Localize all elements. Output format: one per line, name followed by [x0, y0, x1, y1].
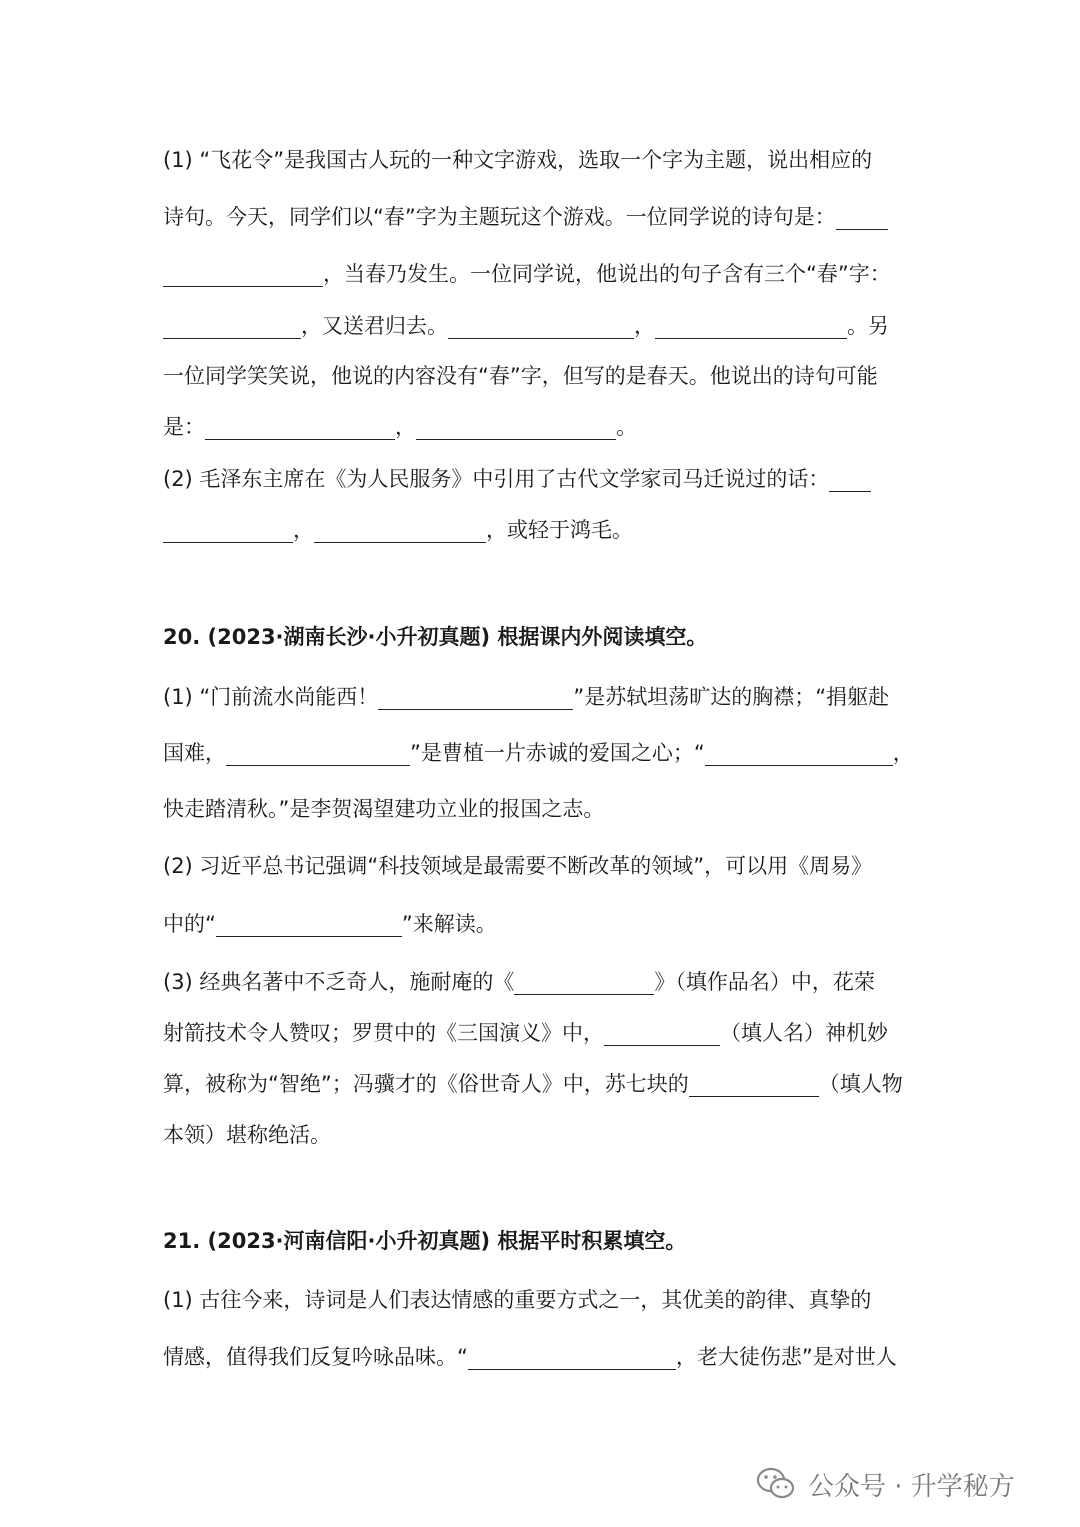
q20-line-5: 中的“ ”来解读。	[163, 912, 497, 936]
watermark-text: 公众号 · 升学秘方	[808, 1471, 1015, 1502]
q20-line-1: (1) “门前流水尚能西！ ”是苏轼坦荡旷达的胸襟；“捐躯赴	[163, 685, 890, 709]
answer-blank[interactable]	[705, 739, 893, 766]
q19-line-3: ，当春乃发生。一位同学说，他说出的句子含有三个“春”字：	[163, 254, 920, 294]
answer-blank[interactable]	[163, 516, 293, 543]
q20-line-9: 本领）堪称绝活。	[163, 1123, 331, 1147]
q20-line-8: 算，被称为“智绝”；冯骥才的《俗世奇人》中，苏七块的 （填人物	[163, 1072, 903, 1096]
q19-line-2: 诗句。今天，同学们以“春”字为主题玩这个游戏。一位同学说的诗句是：	[163, 197, 920, 237]
answer-blank[interactable]	[314, 516, 486, 543]
q20-line-7: 射箭技术令人赞叹；罗贯中的《三国演义》中， （填人名）神机妙	[163, 1021, 888, 1045]
account-watermark	[756, 1462, 1056, 1506]
answer-blank[interactable]	[448, 312, 634, 339]
answer-blank[interactable]	[163, 312, 301, 339]
answer-blank[interactable]	[226, 739, 410, 766]
q20-line-6: (3) 经典名著中不乏奇人，施耐庵的《 》（填作品名）中，花荣	[163, 970, 875, 994]
answer-blank[interactable]	[216, 910, 402, 937]
q20-line-4: (2) 习近平总书记强调“科技领域是最需要不断改革的领域”，可以用《周易》	[163, 854, 873, 878]
answer-blank[interactable]	[655, 312, 847, 339]
answer-blank[interactable]	[689, 1070, 819, 1097]
q21-line-1: (1) 古往今来，诗词是人们表达情感的重要方式之一，其优美的韵律、真挚的	[163, 1288, 872, 1312]
answer-blank[interactable]	[416, 413, 616, 440]
q21-line-2: 情感，值得我们反复吟咏品味。“ ，老大徒伤悲”是对世人	[163, 1345, 897, 1369]
answer-blank[interactable]	[829, 465, 871, 492]
answer-blank[interactable]	[514, 968, 654, 995]
answer-blank[interactable]	[378, 683, 573, 710]
q19-line-6: 是： ， 。	[163, 415, 637, 439]
q19-line-1: (1) “飞花令”是我国古人玩的一种文字游戏，选取一个字为主题，说出相应的	[163, 148, 873, 172]
answer-blank[interactable]	[836, 203, 888, 230]
wechat-icon	[756, 1466, 796, 1502]
question-21-heading: 21. (2023·河南信阳·小升初真题) 根据平时积累填空。	[163, 1229, 687, 1253]
q20-line-2: 国难， ”是曹植一片赤诚的爱国之心；“ ，	[163, 741, 914, 765]
answer-blank[interactable]	[468, 1343, 676, 1370]
q19-line-8: ， ，或轻于鸿毛。	[163, 510, 920, 550]
q20-line-3: 快走踏清秋。”是李贺渴望建功立业的报国之志。	[163, 797, 605, 821]
q19-line-5: 一位同学笑笑说，他说的内容没有“春”字，但写的是春天。他说出的诗句可能	[163, 364, 878, 388]
question-20-heading: 20. (2023·湖南长沙·小升初真题) 根据课内外阅读填空。	[163, 625, 708, 649]
q19-line-4: ，又送君归去。 ， 。另	[163, 306, 920, 346]
answer-blank[interactable]	[163, 260, 323, 287]
q19-line-7: (2) 毛泽东主席在《为人民服务》中引用了古代文学家司马迁说过的话：	[163, 459, 920, 499]
answer-blank[interactable]	[604, 1019, 720, 1046]
answer-blank[interactable]	[205, 413, 395, 440]
